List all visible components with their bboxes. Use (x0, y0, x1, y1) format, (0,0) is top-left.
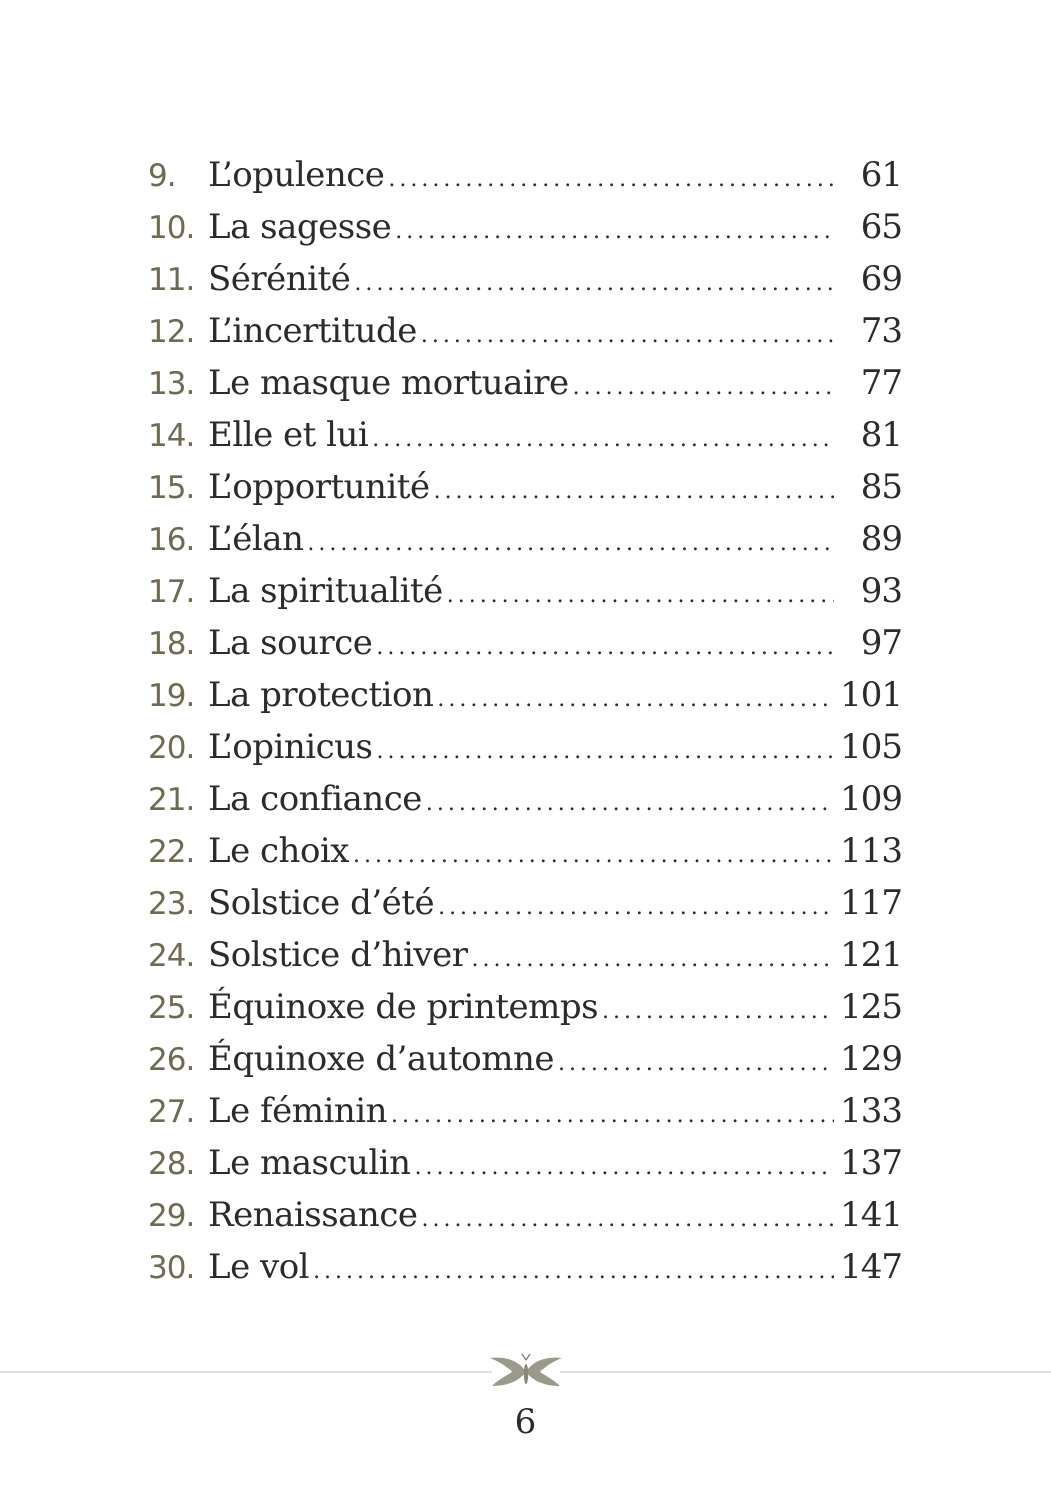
toc-entry-number: 13. (148, 366, 195, 402)
toc-entry-title: La sagesse (208, 207, 392, 247)
toc-entry-title: Le masque mortuaire (208, 363, 569, 403)
toc-entry-title: Elle et lui (208, 415, 369, 455)
toc-entry[interactable] (148, 149, 902, 201)
toc-entry-title: La protection (208, 675, 434, 715)
toc-dot-leader (434, 466, 834, 518)
toc-entry-number: 17. (148, 574, 195, 610)
toc-dot-leader (388, 154, 834, 206)
toc-entry-title: L’opulence (208, 155, 385, 195)
toc-dot-leader (391, 1090, 834, 1142)
toc-entry[interactable] (148, 305, 902, 357)
toc-entry-number: 14. (148, 418, 195, 454)
toc-entry-title: Renaissance (208, 1195, 418, 1235)
toc-entry[interactable] (148, 669, 902, 721)
toc-entry-number: 16. (148, 522, 195, 558)
toc-entry-number: 27. (148, 1094, 195, 1130)
toc-entry-number: 20. (148, 730, 195, 766)
toc-entry[interactable] (148, 981, 902, 1033)
toc-entry-page: 97 (860, 623, 902, 663)
toc-entry-page: 69 (860, 259, 902, 299)
toc-entry-title: Le choix (208, 831, 349, 871)
toc-entry[interactable] (148, 357, 902, 409)
toc-entry-number: 24. (148, 938, 195, 974)
toc-entry-number: 19. (148, 678, 195, 714)
toc-dot-leader (421, 310, 834, 362)
toc-entry-title: Équinoxe d’automne (208, 1039, 554, 1079)
butterfly-ornament-icon (490, 1354, 562, 1386)
toc-entry[interactable] (148, 617, 902, 669)
footer-ornament (0, 1352, 1051, 1396)
table-of-contents (148, 149, 902, 1293)
toc-entry[interactable] (148, 253, 902, 305)
toc-entry[interactable] (148, 877, 902, 929)
toc-entry-title: Le masculin (208, 1143, 411, 1183)
toc-entry-number: 25. (148, 990, 195, 1026)
toc-dot-leader (307, 518, 834, 570)
toc-entry[interactable] (148, 825, 902, 877)
toc-entry-page: 77 (860, 363, 902, 403)
toc-entry-page: 133 (840, 1091, 902, 1131)
toc-entry-page: 147 (840, 1247, 902, 1287)
toc-entry-title: Le vol (208, 1247, 310, 1287)
toc-entry-page: 117 (840, 883, 902, 923)
toc-entry-page: 105 (840, 727, 902, 767)
toc-dot-leader (377, 726, 834, 778)
toc-entry-number: 11. (148, 262, 195, 298)
toc-entry-title: Sérénité (208, 259, 351, 299)
toc-entry-number: 10. (148, 210, 195, 246)
toc-entry-page: 85 (860, 467, 902, 507)
toc-dot-leader (472, 934, 834, 986)
toc-entry-number: 28. (148, 1146, 195, 1182)
toc-entry-page: 125 (840, 987, 902, 1027)
toc-entry-title: L’incertitude (208, 311, 417, 351)
toc-entry[interactable] (148, 461, 902, 513)
toc-entry[interactable] (148, 929, 902, 981)
toc-entry[interactable] (148, 721, 902, 773)
toc-entry-title: Le féminin (208, 1091, 387, 1131)
toc-dot-leader (395, 206, 834, 258)
toc-entry-page: 121 (840, 935, 902, 975)
toc-entry[interactable] (148, 409, 902, 461)
toc-entry-title: L’opportunité (208, 467, 430, 507)
toc-dot-leader (415, 1142, 834, 1194)
toc-dot-leader (438, 882, 834, 934)
toc-entry-page: 101 (840, 675, 902, 715)
toc-entry-number: 29. (148, 1198, 195, 1234)
toc-dot-leader (426, 778, 834, 830)
toc-entry-page: 129 (840, 1039, 902, 1079)
toc-entry-title: La spiritualité (208, 571, 443, 611)
page-number: 6 (514, 1402, 537, 1442)
toc-entry-page: 93 (860, 571, 902, 611)
toc-entry-page: 81 (860, 415, 902, 455)
toc-entry-title: L’élan (208, 519, 304, 559)
toc-entry-page: 137 (840, 1143, 902, 1183)
toc-entry-number: 9. (148, 158, 176, 194)
toc-entry[interactable] (148, 201, 902, 253)
toc-entry-page: 109 (840, 779, 902, 819)
toc-entry-page: 65 (860, 207, 902, 247)
toc-dot-leader (313, 1246, 834, 1298)
toc-entry-number: 23. (148, 886, 195, 922)
toc-entry[interactable] (148, 773, 902, 825)
toc-dot-leader (558, 1038, 834, 1090)
toc-entry-title: La confiance (208, 779, 422, 819)
toc-entry[interactable] (148, 1241, 902, 1293)
toc-entry-page: 89 (860, 519, 902, 559)
toc-entry-title: Équinoxe de printemps (208, 987, 599, 1027)
toc-dot-leader (354, 258, 834, 310)
toc-entry-number: 30. (148, 1250, 195, 1286)
toc-entry-number: 21. (148, 782, 195, 818)
toc-dot-leader (573, 362, 834, 414)
toc-entry-title: L’opinicus (208, 727, 373, 767)
toc-entry-title: Solstice d’hiver (208, 935, 468, 975)
toc-dot-leader (372, 414, 834, 466)
toc-dot-leader (353, 830, 834, 882)
toc-entry-number: 18. (148, 626, 195, 662)
toc-dot-leader (376, 622, 834, 674)
toc-entry-number: 26. (148, 1042, 195, 1078)
toc-entry[interactable] (148, 1085, 902, 1137)
toc-entry-page: 73 (860, 311, 902, 351)
toc-dot-leader (437, 674, 834, 726)
toc-entry-title: Solstice d’été (208, 883, 435, 923)
toc-entry[interactable] (148, 1033, 902, 1085)
toc-entry[interactable] (148, 1189, 902, 1241)
toc-entry-page: 141 (840, 1195, 902, 1235)
toc-dot-leader (447, 570, 834, 622)
toc-entry[interactable] (148, 1137, 902, 1189)
toc-entry-number: 15. (148, 470, 195, 506)
toc-entry-number: 22. (148, 834, 195, 870)
toc-dot-leader (602, 986, 834, 1038)
toc-entry[interactable] (148, 513, 902, 565)
toc-entry[interactable] (148, 565, 902, 617)
toc-entry-title: La source (208, 623, 373, 663)
toc-dot-leader (422, 1194, 835, 1246)
toc-entry-page: 61 (860, 155, 902, 195)
toc-entry-number: 12. (148, 314, 195, 350)
toc-entry-page: 113 (840, 831, 902, 871)
